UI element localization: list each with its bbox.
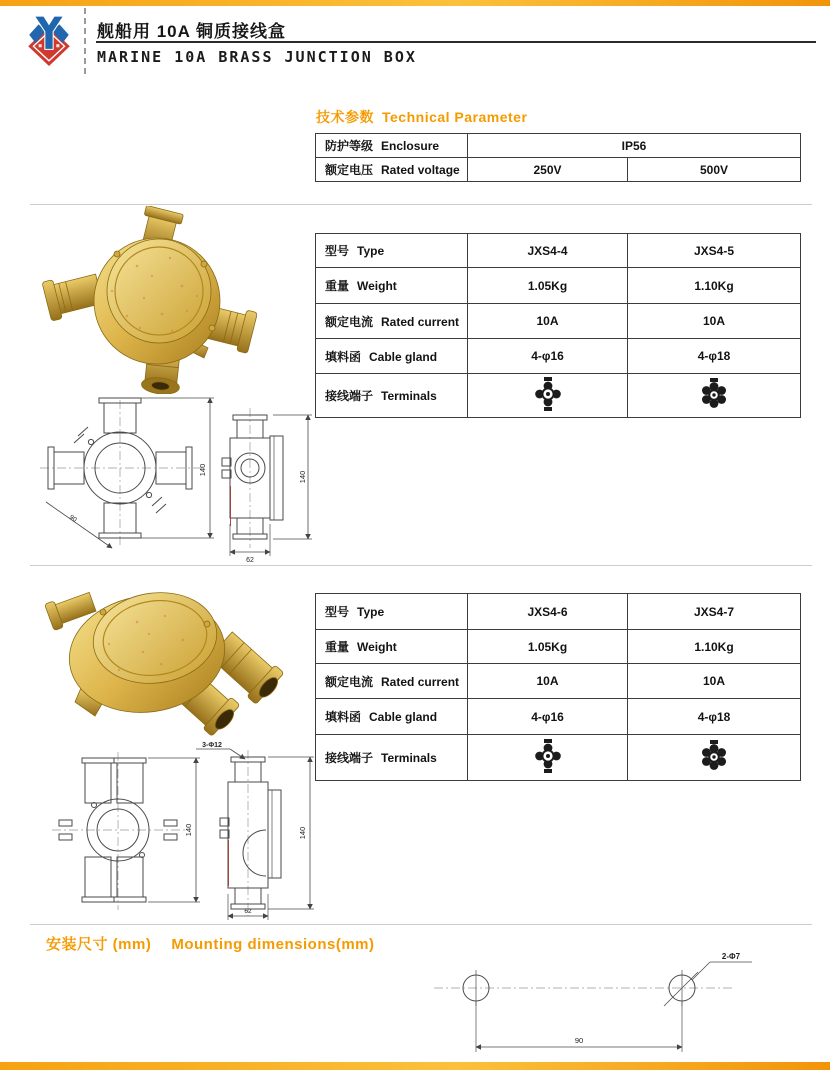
type-label: 型号 Type <box>316 594 468 630</box>
rated-voltage-250: 250V <box>468 158 628 182</box>
gland-a1: 4-φ16 <box>468 339 628 374</box>
current-a2: 10A <box>628 304 801 339</box>
gland-a2: 4-φ18 <box>628 339 801 374</box>
weight-a1: 1.05Kg <box>468 268 628 304</box>
top-accent-bar <box>0 0 830 6</box>
weight-label: 重量 Weight <box>316 630 468 664</box>
rated-voltage-label: 额定电压 Rated voltage <box>316 158 468 182</box>
current-label: 额定电流 Rated current <box>316 304 468 339</box>
terminals-label: 接线端子 Terminals <box>316 374 468 418</box>
tech-param-title-cn: 技术参数 <box>316 109 374 125</box>
section-divider-2 <box>30 565 812 566</box>
current-a1: 10A <box>468 304 628 339</box>
current-b2: 10A <box>628 664 801 699</box>
mounting-hole-callout: 2-Φ7 <box>721 952 741 961</box>
type-b1: JXS4-6 <box>468 594 628 630</box>
page-title-cn: 舰船用 10A 铜质接线盒 <box>97 22 287 41</box>
dim-front-height-1: 140 <box>198 463 207 477</box>
gland-label: 填料函 Cable gland <box>316 699 468 735</box>
gland-label: 填料函 Cable gland <box>316 339 468 374</box>
type-label: 型号 Type <box>316 234 468 268</box>
product-photo-4way <box>42 206 257 394</box>
drawing-set-2 <box>28 736 320 922</box>
model-table-a <box>315 233 801 418</box>
mounting-drawing <box>420 942 760 1060</box>
mounting-title-en: Mounting dimensions(mm) <box>171 936 375 953</box>
dim-side-height-1: 140 <box>298 470 307 484</box>
page-title-en: MARINE 10A BRASS JUNCTION BOX <box>97 48 417 66</box>
dim-side-width-2: 62 <box>244 908 252 915</box>
type-a2: JXS4-5 <box>628 234 801 268</box>
type-b2: JXS4-7 <box>628 594 801 630</box>
section-divider-1 <box>30 204 812 205</box>
tech-param-title-en: Technical Parameter <box>382 109 528 125</box>
mounting-title-cn: 安装尺寸 (mm) <box>46 936 152 953</box>
header-rule <box>96 41 816 43</box>
drawing-set-1 <box>28 396 320 566</box>
dim-front-height-2: 140 <box>184 823 193 837</box>
current-b1: 10A <box>468 664 628 699</box>
section-divider-3 <box>30 924 812 925</box>
terminal-cluster-icon <box>699 378 729 410</box>
model-table-b <box>315 593 801 781</box>
terminal-cluster-icon <box>699 740 729 772</box>
product-photo-2way <box>45 578 290 738</box>
brand-logo-icon <box>26 14 72 66</box>
enclosure-label: 防护等级 Enclosure <box>316 134 468 158</box>
weight-a2: 1.10Kg <box>628 268 801 304</box>
gland-b1: 4-φ16 <box>468 699 628 735</box>
weight-b1: 1.05Kg <box>468 630 628 664</box>
terminal-4way-icon <box>535 739 561 773</box>
current-label: 额定电流 Rated current <box>316 664 468 699</box>
gland-b2: 4-φ18 <box>628 699 801 735</box>
type-a1: JXS4-4 <box>468 234 628 268</box>
mounting-title <box>46 933 375 954</box>
terminal-4way-icon <box>535 377 561 411</box>
callout-holes: 3-Φ12 <box>202 742 222 749</box>
weight-label: 重量 Weight <box>316 268 468 304</box>
tech-param-title <box>316 107 527 127</box>
dim-angle-1: 90 <box>67 513 78 524</box>
enclosure-value: IP56 <box>468 134 801 158</box>
bottom-accent-bar <box>0 1062 830 1070</box>
weight-b2: 1.10Kg <box>628 630 801 664</box>
header-divider <box>84 8 86 74</box>
mounting-span-dim: 90 <box>574 1036 584 1045</box>
rated-voltage-500: 500V <box>628 158 801 182</box>
terminals-label: 接线端子 Terminals <box>316 735 468 781</box>
dim-side-height-2: 140 <box>298 826 307 840</box>
dim-side-width-1: 62 <box>246 557 254 564</box>
parameter-table <box>315 133 801 182</box>
